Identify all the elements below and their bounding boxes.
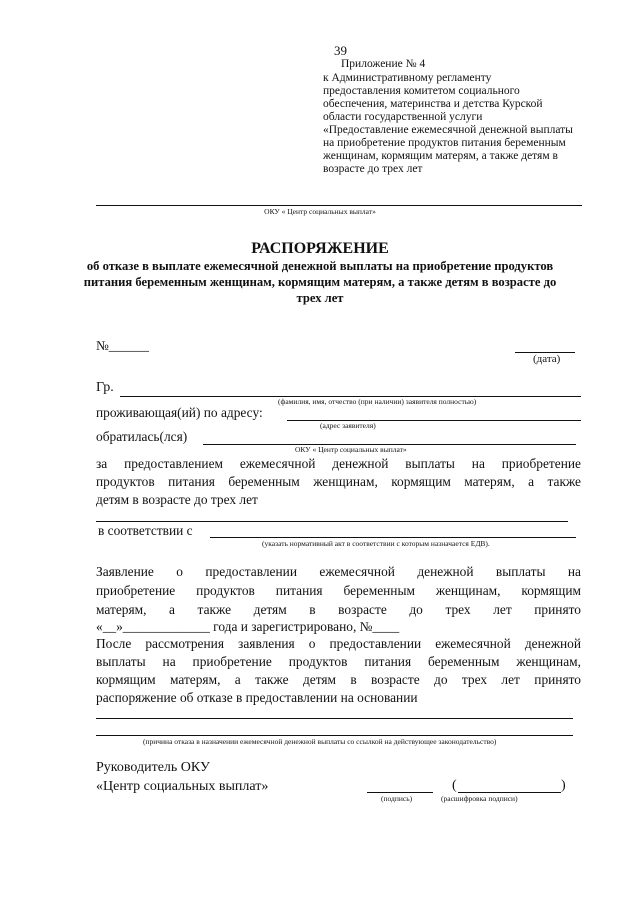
appendix-line: Приложение № 4: [341, 58, 426, 70]
purpose-line: за предоставлением ежемесячной денежной выплаты на приобретение: [96, 456, 581, 471]
appendix-line: на приобретение продуктов питания беременным: [323, 137, 566, 149]
date-caption: (дата): [533, 353, 561, 365]
appendix-line: «Предоставление ежемесячной денежной выплаты: [323, 124, 573, 136]
document-title: РАСПОРЯЖЕНИЕ: [251, 240, 389, 257]
signatory-line: Руководитель ОКУ: [96, 760, 210, 775]
reason-caption: (причина отказа в назначении ежемесячной денежной выплаты со ссылкой на действующее законодательство): [143, 737, 497, 746]
decode-caption: (расшифровка подписи): [441, 794, 518, 803]
decode-close-paren: ): [561, 778, 566, 793]
page-number: 39: [334, 43, 347, 58]
signatory-line: «Центр социальных выплат»: [96, 779, 269, 794]
purpose-line: детям в возрасте до трех лет: [96, 492, 258, 507]
appendix-line: к Административному регламенту: [323, 72, 492, 84]
document-subtitle-line: трех лет: [296, 291, 344, 305]
accordance-label: в соответствии с: [98, 523, 193, 538]
address-label: проживающая(ий) по адресу:: [96, 405, 263, 420]
review-line: выплаты на приобретение продуктов питания беременным женщинам,: [96, 654, 581, 669]
applied-label: обратилась(лся): [96, 429, 188, 444]
signature-line: [367, 792, 433, 793]
org-caption: ОКУ « Центр социальных выплат»: [264, 207, 376, 216]
accordance-caption: (указать нормативный акт в соответствии с которым назначается ЕДВ).: [262, 539, 490, 548]
address-caption: (адрес заявителя): [320, 421, 376, 430]
appendix-line: предоставления комитетом социального: [323, 85, 520, 97]
appendix-line: возрасте до трех лет: [323, 163, 423, 175]
document-subtitle-line: об отказе в выплате ежемесячной денежной выплаты на приобретение продуктов: [86, 259, 554, 273]
review-line: После рассмотрения заявления о предоставлении ежемесячной денежной: [96, 636, 581, 651]
accordance-line: [210, 537, 576, 538]
statement-date: «__»_____________ года и зарегистрировано, №____: [96, 619, 400, 634]
applied-caption: ОКУ « Центр социальных выплат»: [295, 445, 407, 454]
statement-line: матерям, а также детям в возрасте до трех лет принято: [96, 602, 581, 617]
decode-line: [458, 792, 561, 793]
statement-line: приобретение продуктов питания беременным женщинам, кормящим: [96, 583, 581, 598]
review-line: кормящим матерям, а также детям в возрасте до трех лет принято: [96, 672, 581, 687]
reason-line: [96, 735, 573, 736]
appendix-line: области государственной услуги: [323, 111, 483, 123]
appendix-line: обеспечения, материнства и детства Курской: [323, 98, 543, 110]
document-subtitle-line: питания беременным женщинам, кормящим матерям, а также детям в возрасте до: [83, 275, 557, 289]
citizen-label: Гр.: [96, 380, 114, 395]
review-line: распоряжение об отказе в предоставлении на основании: [96, 690, 418, 705]
reason-line: [96, 718, 573, 719]
statement-line: Заявление о предоставлении ежемесячной денежной выплаты на: [96, 564, 581, 579]
signature-caption: (подпись): [381, 794, 413, 803]
blank-line: [96, 521, 568, 522]
citizen-caption: (фамилия, имя, отчество (при наличии) заявителя полностью): [278, 397, 477, 406]
org-line: [96, 205, 582, 206]
appendix-line: женщинам, кормящим матерям, а также детям в: [323, 150, 558, 162]
decode-open-paren: (: [452, 778, 457, 793]
number-field: №______: [96, 338, 149, 353]
purpose-line: продуктов питания беременным женщинам, кормящим матерям, а также: [96, 474, 581, 489]
